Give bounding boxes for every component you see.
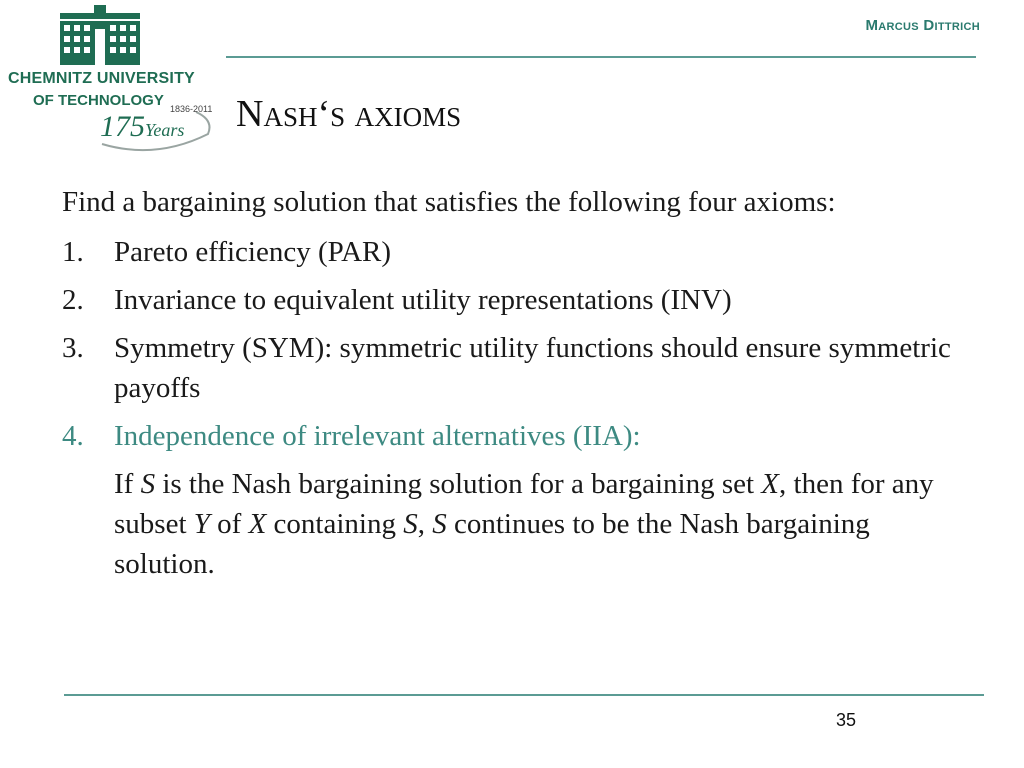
page-number: 35 bbox=[836, 710, 857, 730]
list-number: 3. bbox=[62, 332, 84, 364]
list-text: Independence of irrelevant alternatives (IIA): bbox=[114, 420, 641, 452]
author-name: Marcus Dittrich bbox=[865, 17, 980, 34]
list-item bbox=[62, 280, 952, 320]
list-number: 1. bbox=[62, 236, 84, 268]
list-item-highlighted bbox=[62, 416, 952, 456]
list-number: 4. bbox=[62, 420, 84, 452]
iia-definition: If S is the Nash bargaining solution for a bargaining set X, then for any subset Y of X containing S, S continues to be the Nash bargaining solution. bbox=[114, 468, 934, 580]
logo-years-range: 1836-2011 bbox=[170, 104, 213, 114]
header-divider bbox=[226, 56, 976, 58]
list-text: Pareto efficiency (PAR) bbox=[114, 236, 392, 268]
list-text: Symmetry (SYM): symmetric utility functions should ensure symmetric payoffs bbox=[114, 332, 951, 404]
list-item bbox=[62, 232, 952, 272]
list-number: 2. bbox=[62, 284, 84, 316]
logo-name-line1: CHEMNITZ UNIVERSITY bbox=[8, 70, 195, 87]
logo-name-line2: OF TECHNOLOGY bbox=[33, 92, 164, 109]
list-item bbox=[62, 328, 952, 408]
slide-body bbox=[62, 182, 952, 584]
list-text: Invariance to equivalent utility representations (INV) bbox=[114, 284, 732, 316]
logo-anniversary: 175Years bbox=[100, 110, 185, 143]
slide-title: Nash‘s axioms bbox=[236, 93, 462, 135]
university-building-icon bbox=[58, 5, 142, 67]
footer-divider bbox=[64, 694, 984, 696]
university-logo bbox=[0, 0, 230, 160]
intro-text: Find a bargaining solution that satisfies the following four axioms: bbox=[62, 186, 836, 218]
